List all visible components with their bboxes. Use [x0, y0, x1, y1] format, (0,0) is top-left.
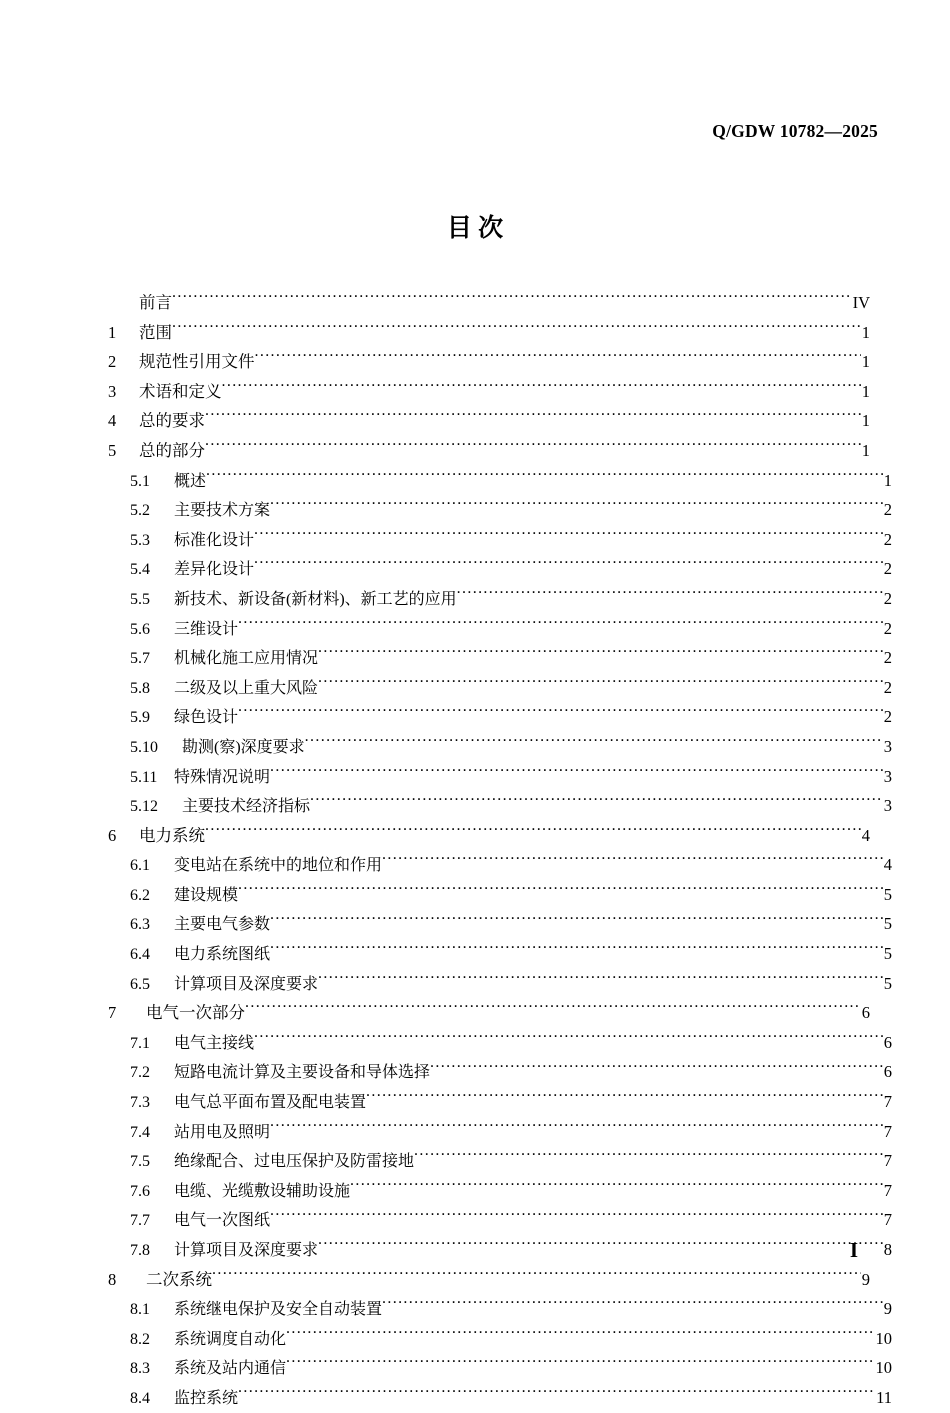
toc-entry-page-number: 2 [883, 559, 892, 579]
toc-entry-title: 绿色设计 [174, 709, 239, 727]
toc-dot-leader [238, 706, 883, 722]
toc-entry[interactable] [108, 909, 892, 939]
toc-entry-number: 8 [108, 1269, 117, 1289]
toc-entry-title: 二次系统 [146, 1269, 212, 1289]
toc-entry[interactable] [108, 377, 870, 407]
toc-entry-title: 规范性引用文件 [139, 352, 255, 372]
toc-entry-page-number: 2 [883, 588, 892, 608]
toc-entry-title: 短路电流计算及主要设备和导体选择 [174, 1064, 431, 1082]
toc-entry-page-number: 1 [861, 440, 870, 460]
toc-entry-page-number: 3 [883, 766, 892, 786]
toc-entry-title: 电气一次图纸 [174, 1212, 271, 1230]
toc-entry-page-number: 7 [883, 1180, 892, 1200]
toc-entry-page-number: 5 [883, 914, 892, 934]
toc-entry[interactable] [108, 1117, 892, 1147]
toc-dot-leader [206, 470, 883, 486]
toc-entry-page-number: 5 [883, 944, 892, 964]
toc-dot-leader [318, 973, 883, 989]
toc-entry-page-number: 3 [883, 736, 892, 756]
toc-entry-page-number: 1 [861, 352, 870, 372]
toc-entry[interactable] [108, 673, 892, 703]
toc-entry-title: 系统调度自动化 [174, 1330, 287, 1348]
toc-entry-page-number: 2 [883, 648, 892, 668]
toc-entry-number: 5.10 [130, 738, 158, 756]
toc-dot-leader [318, 677, 883, 693]
toc-entry-number: 6.4 [130, 946, 150, 964]
toc-dot-leader [305, 736, 883, 752]
toc-entry-page-number: 9 [883, 1299, 892, 1319]
toc-entry-page-number: 10 [875, 1328, 892, 1348]
toc-entry-page-number: 6 [883, 1032, 892, 1052]
toc-dot-leader [318, 647, 883, 663]
toc-entry-title: 主要技术经济指标 [182, 798, 311, 816]
toc-dot-leader [366, 1091, 883, 1107]
toc-entry[interactable] [108, 791, 892, 821]
toc-entry-number: 7.2 [130, 1064, 150, 1082]
toc-entry-number: 5.7 [130, 650, 150, 668]
toc-entry-number: 8.3 [130, 1360, 150, 1378]
toc-entry-number: 7.4 [130, 1123, 150, 1141]
toc-entry[interactable] [108, 1176, 892, 1206]
toc-entry-number: 5.11 [130, 768, 158, 786]
toc-entry-page-number: 7 [883, 1210, 892, 1230]
toc-entry[interactable] [108, 702, 892, 732]
toc-entry-title: 范围 [139, 322, 172, 342]
toc-entry[interactable] [108, 584, 892, 614]
toc-entry[interactable] [108, 732, 892, 762]
toc-entry-title: 绝缘配合、过电压保护及防雷接地 [174, 1153, 415, 1171]
toc-entry-page-number: 6 [883, 1062, 892, 1082]
toc-dot-leader [270, 1121, 883, 1137]
toc-entry-number: 1 [108, 322, 117, 342]
toc-entry-number: 2 [108, 352, 117, 372]
toc-entry[interactable] [108, 318, 870, 348]
toc-entry-number: 6.3 [130, 916, 150, 934]
toc-entry-page-number: 6 [861, 1003, 870, 1023]
toc-entry-page-number: 2 [883, 529, 892, 549]
toc-entry[interactable] [108, 1353, 892, 1383]
toc-dot-leader [254, 529, 883, 545]
toc-entry-number: 7.6 [130, 1182, 150, 1200]
toc-entry-title: 机械化施工应用情况 [174, 650, 319, 668]
toc-dot-leader [205, 439, 861, 456]
toc-entry-title: 特殊情况说明 [174, 768, 271, 786]
toc-entry-title: 站用电及照明 [174, 1123, 271, 1141]
toc-entry[interactable] [108, 554, 892, 584]
toc-entry-title: 新技术、新设备(新材料)、新工艺的应用 [174, 590, 457, 608]
toc-entry-number: 7.8 [130, 1242, 150, 1259]
toc-entry[interactable] [108, 1146, 892, 1176]
toc-entry-title: 系统及站内通信 [174, 1360, 287, 1378]
toc-entry-number: 8.1 [130, 1301, 150, 1319]
toc-entry[interactable] [108, 347, 870, 377]
toc-entry-title: 建设规模 [174, 886, 239, 904]
toc-entry-number: 7.7 [130, 1212, 150, 1230]
toc-entry-number: 6.1 [130, 857, 150, 875]
toc-entry-page-number: 5 [883, 973, 892, 993]
toc-entry-page-number: 1 [861, 322, 870, 342]
toc-dot-leader [172, 292, 852, 309]
toc-entry-page-number: 2 [883, 500, 892, 520]
toc-dot-leader [382, 854, 883, 870]
toc-entry-number: 5.2 [130, 502, 150, 520]
toc-entry-page-number: 10 [875, 1358, 892, 1378]
toc-entry-number: 8.4 [130, 1389, 150, 1407]
toc-entry-page-number: 1 [883, 470, 892, 490]
toc-dot-leader [430, 1061, 883, 1077]
toc-dot-leader [254, 558, 883, 574]
toc-dot-leader [222, 380, 861, 397]
toc-dot-leader [350, 1180, 883, 1196]
toc-entry-page-number: 7 [883, 1092, 892, 1112]
toc-dot-leader [270, 499, 883, 515]
toc-entry-title: 主要技术方案 [174, 502, 271, 520]
toc-entry-title: 主要电气参数 [174, 916, 271, 934]
toc-entry-title: 总的部分 [139, 440, 205, 460]
toc-entry[interactable] [108, 406, 870, 436]
toc-entry[interactable] [108, 495, 892, 525]
toc-entry-number: 3 [108, 381, 117, 401]
toc-entry-number: 7.1 [130, 1034, 150, 1052]
toc-entry-title: 计算项目及深度要求 [174, 1242, 319, 1259]
toc-dot-leader [414, 1150, 883, 1166]
toc-entry-title: 电缆、光缆敷设辅助设施 [174, 1182, 351, 1200]
toc-entry[interactable] [108, 466, 892, 496]
toc-entry-number: 5.5 [130, 590, 150, 608]
toc-entry-title: 三维设计 [174, 620, 239, 638]
toc-entry[interactable] [108, 969, 892, 999]
toc-entry-number: 8.2 [130, 1330, 150, 1348]
toc-entry-number: 4 [108, 411, 117, 431]
toc-entry-page-number: 4 [861, 825, 870, 845]
toc-entry[interactable] [108, 288, 870, 318]
toc-entry-number: 5.3 [130, 531, 150, 549]
toc-entry-title: 电气一次部分 [146, 1003, 245, 1023]
toc-entry-page-number: 8 [883, 1240, 892, 1259]
toc-entry[interactable] [108, 880, 892, 910]
document-header-standard-number: Q/GDW 10782—2025 [712, 121, 878, 141]
toc-entry-title: 电力系统 [139, 825, 205, 845]
toc-entry-title: 术语和定义 [139, 381, 222, 401]
toc-entry-title: 总的要求 [139, 411, 205, 431]
toc-entry[interactable] [108, 643, 892, 673]
toc-dot-leader [457, 588, 883, 604]
toc-entry-number: 6 [108, 825, 117, 845]
toc-entry-title: 前言 [139, 293, 172, 312]
toc-dot-leader [254, 1032, 883, 1048]
toc-entry-title: 差异化设计 [174, 561, 255, 579]
toc-dot-leader [255, 351, 861, 368]
toc-entry-number: 7.3 [130, 1094, 150, 1112]
toc-entry-page-number: 7 [883, 1121, 892, 1141]
toc-entry-page-number: 2 [883, 707, 892, 727]
toc-dot-leader [310, 795, 883, 811]
toc-entry-number: 5.4 [130, 561, 150, 579]
toc-dot-leader [286, 1357, 874, 1373]
toc-entry-number: 5.6 [130, 620, 150, 638]
toc-dot-leader [270, 766, 883, 782]
toc-entry-title: 变电站在系统中的地位和作用 [174, 857, 383, 875]
page-title: 目 次 [446, 215, 504, 242]
toc-dot-leader [205, 410, 861, 427]
toc-entry[interactable] [108, 762, 892, 792]
toc-entry[interactable] [108, 1383, 892, 1413]
toc-dot-leader [270, 943, 883, 959]
toc-dot-leader [382, 1298, 883, 1314]
toc-dot-leader [238, 618, 883, 634]
toc-entry-title: 电力系统图纸 [174, 946, 271, 964]
toc-dot-leader [238, 884, 883, 900]
toc-entry-number: 5.8 [130, 679, 150, 697]
toc-entry[interactable] [108, 1087, 892, 1117]
toc-entry[interactable] [108, 998, 870, 1028]
toc-entry-number: 6.5 [130, 975, 150, 993]
toc-entry-title: 标准化设计 [174, 531, 255, 549]
toc-entry[interactable] [108, 436, 870, 466]
toc-entry-number: 5 [108, 440, 117, 460]
toc-dot-leader [270, 913, 883, 929]
toc-entry-page-number: 11 [876, 1387, 892, 1407]
toc-entry[interactable] [108, 1205, 892, 1235]
toc-entry-number: 5.9 [130, 709, 150, 727]
toc-entry[interactable] [108, 1057, 892, 1087]
toc-entry-page-number: 9 [861, 1269, 870, 1289]
toc-entry-page-number: 4 [883, 855, 892, 875]
toc-entry[interactable] [108, 1028, 892, 1058]
toc-entry-title: 勘测(察)深度要求 [182, 738, 305, 756]
toc-entry-page-number: 3 [883, 796, 892, 816]
toc-entry-title: 电气总平面布置及配电装置 [174, 1094, 367, 1112]
toc-entry-number: 7.5 [130, 1153, 150, 1171]
toc-entry-title: 概述 [174, 472, 207, 490]
toc-dot-leader [212, 1268, 861, 1285]
toc-dot-leader [245, 1002, 861, 1019]
toc-dot-leader [270, 1209, 883, 1225]
toc-entry-title: 监控系统 [174, 1389, 239, 1407]
toc-entry-page-number: 2 [883, 677, 892, 697]
toc-entry-page-number: 2 [883, 618, 892, 638]
toc-entry-number: 5.1 [130, 472, 150, 490]
toc-dot-leader [238, 1387, 875, 1403]
toc-entry-number: 6.2 [130, 886, 150, 904]
toc-entry[interactable] [108, 1294, 892, 1324]
toc-entry[interactable] [108, 525, 892, 555]
toc-entry[interactable] [108, 1265, 870, 1295]
toc-entry-page-number: 5 [883, 884, 892, 904]
page-folio-number: I [849, 1238, 858, 1262]
toc-entry-number: 5.12 [130, 798, 158, 816]
toc-entry[interactable] [108, 821, 870, 851]
toc-entry-page-number: 1 [861, 411, 870, 431]
toc-entry[interactable] [108, 614, 892, 644]
toc-dot-leader [205, 824, 861, 841]
toc-entry-page-number: IV [852, 293, 870, 312]
toc-entry-page-number: 7 [883, 1151, 892, 1171]
toc-entry[interactable] [108, 850, 892, 880]
toc-entry-number: 7 [108, 1003, 117, 1023]
toc-entry-title: 计算项目及深度要求 [174, 975, 319, 993]
toc-entry-title: 电气主接线 [174, 1034, 255, 1052]
toc-entry-title: 系统继电保护及安全自动装置 [174, 1301, 383, 1319]
toc-entry-title: 二级及以上重大风险 [174, 679, 319, 697]
toc-entry-page-number: 1 [861, 381, 870, 401]
toc-dot-leader [286, 1328, 874, 1344]
toc-entry[interactable] [108, 939, 892, 969]
toc-entry[interactable] [108, 1324, 892, 1354]
toc-dot-leader [172, 321, 861, 338]
